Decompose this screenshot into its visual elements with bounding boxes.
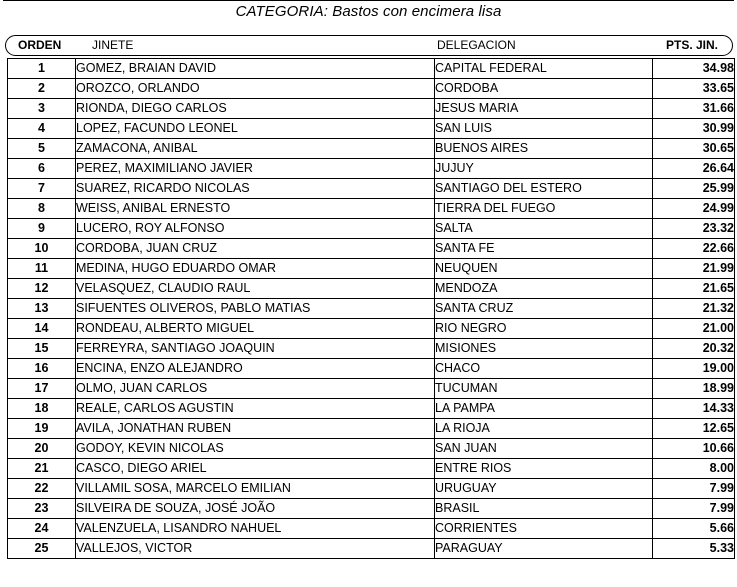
- rank-cell: 16: [8, 359, 76, 379]
- points-cell: 21.65: [653, 279, 735, 299]
- points-cell: 25.99: [653, 179, 735, 199]
- delegation-cell: SANTIAGO DEL ESTERO: [435, 179, 653, 199]
- points-cell: 34.98: [653, 59, 735, 79]
- table-row: [8, 399, 735, 419]
- rider-cell: MEDINA, HUGO EDUARDO OMAR: [76, 259, 435, 279]
- table-row: [8, 239, 735, 259]
- rank-cell: 5: [8, 139, 76, 159]
- rank-cell: 20: [8, 439, 76, 459]
- rider-cell: FERREYRA, SANTIAGO JOAQUIN: [76, 339, 435, 359]
- delegation-cell: SAN LUIS: [435, 119, 653, 139]
- rank-cell: 15: [8, 339, 76, 359]
- rank-cell: 9: [8, 219, 76, 239]
- points-cell: 30.99: [653, 119, 735, 139]
- points-cell: 18.99: [653, 379, 735, 399]
- rider-cell: VALLEJOS, VICTOR: [76, 539, 435, 559]
- rank-cell: 19: [8, 419, 76, 439]
- rank-cell: 18: [8, 399, 76, 419]
- table-row: [8, 119, 735, 139]
- rider-cell: REALE, CARLOS AGUSTIN: [76, 399, 435, 419]
- rank-cell: 14: [8, 319, 76, 339]
- rider-cell: GOMEZ, BRAIAN DAVID: [76, 59, 435, 79]
- rider-cell: SUAREZ, RICARDO NICOLAS: [76, 179, 435, 199]
- rank-cell: 7: [8, 179, 76, 199]
- table-row: [8, 179, 735, 199]
- delegation-cell: ENTRE RIOS: [435, 459, 653, 479]
- points-cell: 20.32: [653, 339, 735, 359]
- table-row: [8, 479, 735, 499]
- points-cell: 12.65: [653, 419, 735, 439]
- delegation-cell: LA PAMPA: [435, 399, 653, 419]
- rank-cell: 24: [8, 519, 76, 539]
- table-row: [8, 199, 735, 219]
- rider-cell: CORDOBA, JUAN CRUZ: [76, 239, 435, 259]
- delegation-cell: SAN JUAN: [435, 439, 653, 459]
- rider-cell: RIONDA, DIEGO CARLOS: [76, 99, 435, 119]
- rider-cell: ZAMACONA, ANIBAL: [76, 139, 435, 159]
- points-cell: 7.99: [653, 479, 735, 499]
- table-row: [8, 299, 735, 319]
- rider-cell: WEISS, ANIBAL ERNESTO: [76, 199, 435, 219]
- delegation-cell: URUGUAY: [435, 479, 653, 499]
- rider-cell: PEREZ, MAXIMILIANO JAVIER: [76, 159, 435, 179]
- delegation-cell: BRASIL: [435, 499, 653, 519]
- rider-cell: ENCINA, ENZO ALEJANDRO: [76, 359, 435, 379]
- delegation-cell: PARAGUAY: [435, 539, 653, 559]
- table-row: [8, 439, 735, 459]
- delegation-cell: CAPITAL FEDERAL: [435, 59, 653, 79]
- points-cell: 8.00: [653, 459, 735, 479]
- table-row: [8, 379, 735, 399]
- delegation-cell: CORRIENTES: [435, 519, 653, 539]
- rider-cell: LUCERO, ROY ALFONSO: [76, 219, 435, 239]
- points-cell: 5.66: [653, 519, 735, 539]
- delegation-cell: TIERRA DEL FUEGO: [435, 199, 653, 219]
- table-row: [8, 459, 735, 479]
- header-orden: ORDEN: [18, 38, 62, 52]
- rank-cell: 12: [8, 279, 76, 299]
- points-cell: 21.32: [653, 299, 735, 319]
- rank-cell: 10: [8, 239, 76, 259]
- rank-cell: 3: [8, 99, 76, 119]
- points-cell: 21.00: [653, 319, 735, 339]
- delegation-cell: LA RIOJA: [435, 419, 653, 439]
- table-row: [8, 99, 735, 119]
- rider-cell: OROZCO, ORLANDO: [76, 79, 435, 99]
- rider-cell: SILVEIRA DE SOUZA, JOSÉ JOÃO: [76, 499, 435, 519]
- delegation-cell: JESUS MARIA: [435, 99, 653, 119]
- points-cell: 21.99: [653, 259, 735, 279]
- rank-cell: 13: [8, 299, 76, 319]
- points-cell: 30.65: [653, 139, 735, 159]
- table-row: [8, 419, 735, 439]
- rank-cell: 6: [8, 159, 76, 179]
- rank-cell: 21: [8, 459, 76, 479]
- rank-cell: 25: [8, 539, 76, 559]
- delegation-cell: SANTA FE: [435, 239, 653, 259]
- table-row: [8, 539, 735, 559]
- points-cell: 5.33: [653, 539, 735, 559]
- points-cell: 7.99: [653, 499, 735, 519]
- rank-cell: 8: [8, 199, 76, 219]
- delegation-cell: SALTA: [435, 219, 653, 239]
- points-cell: 14.33: [653, 399, 735, 419]
- table-row: [8, 259, 735, 279]
- points-cell: 31.66: [653, 99, 735, 119]
- table-row: [8, 319, 735, 339]
- rider-cell: CASCO, DIEGO ARIEL: [76, 459, 435, 479]
- delegation-cell: MENDOZA: [435, 279, 653, 299]
- rider-cell: AVILA, JONATHAN RUBEN: [76, 419, 435, 439]
- table-row: [8, 159, 735, 179]
- header-delegacion: DELEGACION: [437, 38, 516, 52]
- delegation-cell: RIO NEGRO: [435, 319, 653, 339]
- delegation-cell: JUJUY: [435, 159, 653, 179]
- table-row: [8, 359, 735, 379]
- header-pts: PTS. JIN.: [666, 38, 719, 52]
- results-table: [7, 58, 735, 559]
- rank-cell: 11: [8, 259, 76, 279]
- category-title: CATEGORIA: Bastos con encimera lisa: [235, 3, 502, 20]
- rank-cell: 4: [8, 119, 76, 139]
- table-row: [8, 219, 735, 239]
- rider-cell: VELASQUEZ, CLAUDIO RAUL: [76, 279, 435, 299]
- table-row: [8, 499, 735, 519]
- table-row: [8, 59, 735, 79]
- table-row: [8, 139, 735, 159]
- points-cell: 10.66: [653, 439, 735, 459]
- delegation-cell: SANTA CRUZ: [435, 299, 653, 319]
- rank-cell: 2: [8, 79, 76, 99]
- rider-cell: GODOY, KEVIN NICOLAS: [76, 439, 435, 459]
- rank-cell: 22: [8, 479, 76, 499]
- top-rule: [3, 0, 734, 1]
- table-row: [8, 79, 735, 99]
- points-cell: 33.65: [653, 79, 735, 99]
- table-row: [8, 339, 735, 359]
- delegation-cell: NEUQUEN: [435, 259, 653, 279]
- rider-cell: VALENZUELA, LISANDRO NAHUEL: [76, 519, 435, 539]
- rider-cell: RONDEAU, ALBERTO MIGUEL: [76, 319, 435, 339]
- rank-cell: 17: [8, 379, 76, 399]
- rank-cell: 1: [8, 59, 76, 79]
- points-cell: 26.64: [653, 159, 735, 179]
- table-header: [5, 35, 733, 56]
- delegation-cell: CORDOBA: [435, 79, 653, 99]
- points-cell: 23.32: [653, 219, 735, 239]
- delegation-cell: TUCUMAN: [435, 379, 653, 399]
- points-cell: 19.00: [653, 359, 735, 379]
- results-body: [8, 59, 735, 559]
- rank-cell: 23: [8, 499, 76, 519]
- rider-cell: SIFUENTES OLIVEROS, PABLO MATIAS: [76, 299, 435, 319]
- table-row: [8, 519, 735, 539]
- rider-cell: VILLAMIL SOSA, MARCELO EMILIAN: [76, 479, 435, 499]
- delegation-cell: MISIONES: [435, 339, 653, 359]
- delegation-cell: CHACO: [435, 359, 653, 379]
- points-cell: 22.66: [653, 239, 735, 259]
- header-jinete: JINETE: [92, 38, 134, 52]
- delegation-cell: BUENOS AIRES: [435, 139, 653, 159]
- rider-cell: OLMO, JUAN CARLOS: [76, 379, 435, 399]
- points-cell: 24.99: [653, 199, 735, 219]
- table-row: [8, 279, 735, 299]
- rider-cell: LOPEZ, FACUNDO LEONEL: [76, 119, 435, 139]
